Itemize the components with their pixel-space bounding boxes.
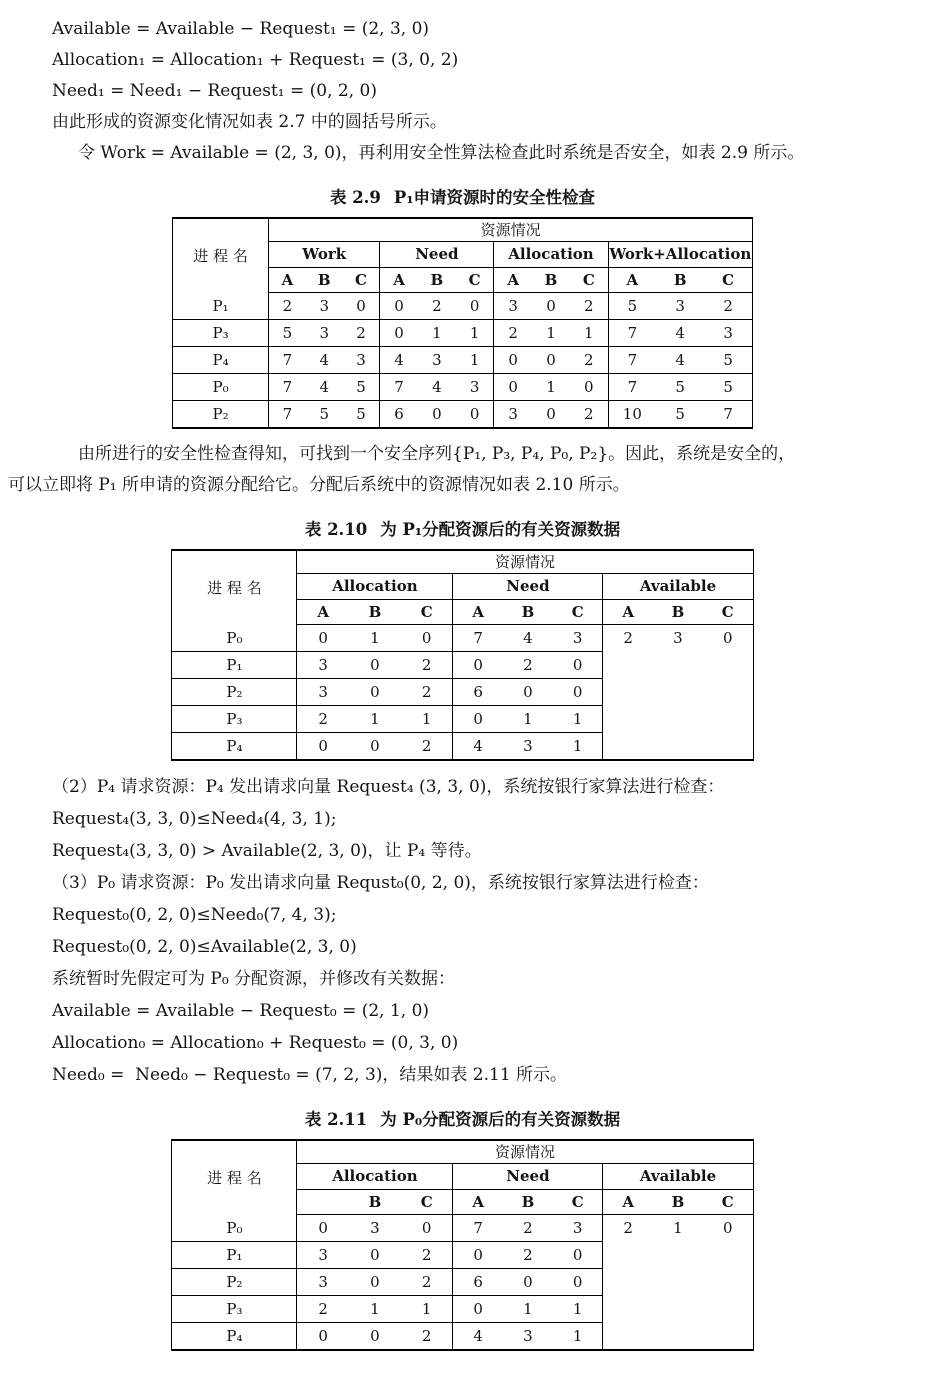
body-line: 令 Work = Available = (2, 3, 0)，再利用安全性算法检查此时系统是否安全，如表 2.9 所示。 — [78, 143, 805, 163]
data-cell — [703, 1323, 753, 1351]
data-cell: 3 — [306, 320, 343, 347]
resource-status-header: 资源情况 — [297, 550, 753, 574]
data-cell: 3 — [656, 293, 704, 320]
data-cell: 1 — [532, 320, 570, 347]
data-cell: 2 — [570, 347, 608, 374]
data-cell: 3 — [297, 679, 349, 706]
process-name-cell: P₁ — [172, 652, 297, 679]
data-cell: 4 — [656, 347, 704, 374]
column-header: B — [653, 600, 703, 625]
data-cell: 2 — [401, 733, 453, 761]
group-header-allocation: Allocation — [494, 242, 608, 268]
data-cell: 1 — [570, 320, 608, 347]
table-row — [173, 293, 753, 320]
data-cell: 5 — [656, 374, 704, 401]
data-cell: 3 — [673, 629, 683, 647]
data-cell: 0 — [456, 401, 494, 429]
data-cell: 0 — [532, 293, 570, 320]
data-cell: 4 — [453, 1323, 503, 1351]
group-header-work-allocation: Work+Allocation — [608, 242, 752, 268]
data-cell: 2 — [603, 625, 653, 652]
table-2-11-caption — [8, 1106, 917, 1130]
data-cell: 0 — [553, 1269, 603, 1296]
process-name-cell: P₀ — [173, 374, 269, 401]
data-cell: 5 — [704, 374, 752, 401]
column-header: A — [608, 268, 656, 293]
data-cell — [603, 1269, 653, 1296]
data-cell: 0 — [553, 652, 603, 679]
process-name-cell: P₂ — [173, 401, 269, 429]
column-header: A — [269, 268, 306, 293]
process-name-cell: P₃ — [173, 320, 269, 347]
column-header — [297, 1190, 349, 1215]
data-cell: 10 — [608, 401, 656, 429]
data-cell: 2 — [401, 652, 453, 679]
formula-line: Available = Available − Request₀ = (2, 1, 0) — [52, 1001, 430, 1021]
process-name-header: 进 程 名 — [173, 218, 269, 293]
request-section — [8, 771, 917, 1091]
data-cell: 0 — [532, 347, 570, 374]
column-header: C — [703, 1190, 753, 1215]
data-cell — [653, 733, 703, 761]
data-cell — [653, 1269, 703, 1296]
data-cell — [653, 706, 703, 733]
formula-line: Allocation₀ = Allocation₀ + Request₀ = (0, 3, 0) — [52, 1033, 459, 1053]
column-header: A — [603, 600, 653, 625]
data-cell: 0 — [349, 1323, 401, 1351]
data-cell: 7 — [453, 625, 503, 652]
formula-line: Request₄(3, 3, 0) > Available(2, 3, 0)，让 P₄ 等待。 — [52, 841, 482, 861]
data-cell — [703, 679, 753, 706]
data-cell: 2 — [401, 1269, 453, 1296]
data-cell: 3 — [349, 1215, 401, 1242]
column-header: A — [297, 600, 349, 625]
data-cell: 5 — [343, 374, 380, 401]
data-cell: 0 — [297, 733, 349, 761]
data-cell: 0 — [401, 625, 453, 652]
column-header: C — [703, 600, 753, 625]
data-cell: 0 — [553, 679, 603, 706]
column-header: C — [401, 600, 453, 625]
data-cell: 0 — [503, 679, 553, 706]
data-cell: 4 — [380, 347, 418, 374]
data-cell: 0 — [722, 1219, 733, 1237]
data-cell: 2 — [494, 320, 532, 347]
table-header-row — [172, 1140, 753, 1164]
data-cell — [653, 652, 703, 679]
column-header: A — [380, 268, 418, 293]
data-cell: 1 — [503, 706, 553, 733]
update-equations-block — [8, 14, 917, 169]
data-cell: 0 — [453, 706, 503, 733]
data-cell: 7 — [704, 401, 752, 429]
data-cell: 3 — [418, 347, 456, 374]
data-cell — [603, 652, 653, 679]
column-header: A — [603, 1190, 653, 1215]
data-cell: 7 — [269, 347, 306, 374]
group-header-need: Need — [453, 574, 603, 600]
table-row — [172, 1296, 753, 1323]
table-2-10 — [171, 549, 753, 761]
table-row — [172, 1215, 753, 1242]
data-cell: 0 — [456, 293, 494, 320]
data-cell: 3 — [704, 320, 752, 347]
data-cell: 3 — [297, 652, 349, 679]
data-cell: 0 — [453, 652, 503, 679]
formula-line: Request₄(3, 3, 0)≤Need₄(4, 3, 1); — [52, 809, 337, 829]
data-cell: 3 — [553, 625, 603, 652]
column-header: B — [653, 1190, 703, 1215]
column-header: B — [503, 1190, 553, 1215]
group-header-work: Work — [269, 242, 380, 268]
data-cell: 7 — [269, 374, 306, 401]
data-cell: 1 — [503, 1296, 553, 1323]
process-name-cell: P₀ — [172, 1215, 297, 1242]
table-row — [172, 733, 753, 761]
data-cell: 1 — [349, 625, 401, 652]
table-2-11 — [171, 1139, 753, 1351]
data-cell: 2 — [401, 1323, 453, 1351]
data-cell: 3 — [494, 293, 532, 320]
data-cell: 5 — [704, 347, 752, 374]
process-name-cell: P₀ — [172, 625, 297, 652]
column-header: B — [349, 1190, 401, 1215]
caption-label: 表 2.9 — [329, 188, 381, 207]
data-cell: 3 — [503, 1323, 553, 1351]
data-cell: 1 — [349, 706, 401, 733]
data-cell — [703, 1269, 753, 1296]
data-cell: 2 — [343, 320, 380, 347]
data-cell: 1 — [553, 706, 603, 733]
data-cell: 2 — [297, 706, 349, 733]
table-row — [172, 1242, 753, 1269]
data-cell: 0 — [532, 401, 570, 429]
process-name-cell: P₄ — [172, 1323, 297, 1351]
column-header: B — [656, 268, 704, 293]
column-header: C — [456, 268, 494, 293]
data-cell: 1 — [418, 320, 456, 347]
data-cell: 7 — [269, 401, 306, 429]
data-cell: 6 — [453, 1269, 503, 1296]
data-cell — [703, 1296, 753, 1323]
data-cell: 0 — [349, 679, 401, 706]
data-cell — [653, 1242, 703, 1269]
process-name-cell: P₃ — [172, 706, 297, 733]
data-cell: 2 — [269, 293, 306, 320]
column-header: B — [418, 268, 456, 293]
process-name-cell: P₃ — [172, 1296, 297, 1323]
data-cell: 1 — [401, 706, 453, 733]
table-row — [173, 320, 753, 347]
column-header: A — [494, 268, 532, 293]
data-cell: 3 — [503, 733, 553, 761]
data-cell: 0 — [453, 1296, 503, 1323]
data-cell: 2 — [570, 401, 608, 429]
column-header: C — [401, 1190, 453, 1215]
safety-conclusion-paragraph — [8, 439, 917, 501]
table-row — [173, 374, 753, 401]
data-cell: 6 — [380, 401, 418, 429]
column-header: C — [704, 268, 752, 293]
data-cell: 0 — [503, 1269, 553, 1296]
data-cell: 2 — [418, 293, 456, 320]
data-cell — [603, 679, 653, 706]
body-line: 可以立即将 P₁ 所申请的资源分配给它。分配后系统中的资源情况如表 2.10 所示。 — [8, 475, 630, 495]
data-cell: 1 — [532, 374, 570, 401]
caption-title: P₁申请资源时的安全性检查 — [393, 188, 596, 207]
data-cell: 5 — [306, 401, 343, 429]
column-header: B — [503, 600, 553, 625]
data-cell — [703, 1242, 753, 1269]
data-cell — [603, 1323, 653, 1351]
column-header: C — [343, 268, 380, 293]
table-2-10-caption — [8, 516, 917, 540]
formula-line: Need₁ = Need₁ − Request₁ = (0, 2, 0) — [52, 81, 377, 101]
caption-label: 表 2.11 — [304, 1110, 368, 1129]
data-cell: 1 — [401, 1296, 453, 1323]
data-cell: 4 — [306, 374, 343, 401]
process-name-cell: P₂ — [172, 1269, 297, 1296]
group-header-need: Need — [453, 1164, 603, 1190]
data-cell: 0 — [349, 733, 401, 761]
data-cell: 5 — [269, 320, 306, 347]
group-header-allocation: Allocation — [297, 1164, 453, 1190]
column-header: B — [532, 268, 570, 293]
data-cell: 0 — [343, 293, 380, 320]
data-cell: 2 — [503, 1242, 553, 1269]
data-cell: 0 — [297, 1323, 349, 1351]
data-cell: 0 — [453, 1242, 503, 1269]
process-name-cell: P₁ — [172, 1242, 297, 1269]
data-cell — [703, 706, 753, 733]
data-cell — [603, 733, 653, 761]
formula-line: Request₀(0, 2, 0)≤Available(2, 3, 0) — [52, 937, 357, 957]
data-cell — [653, 679, 703, 706]
data-cell: 2 — [603, 1215, 653, 1242]
data-cell: 0 — [297, 625, 349, 652]
data-cell: 0 — [349, 652, 401, 679]
resource-status-header: 资源情况 — [297, 1140, 753, 1164]
table-row — [172, 625, 753, 652]
data-cell: 7 — [608, 374, 656, 401]
formula-line: Allocation₁ = Allocation₁ + Request₁ = (3, 0, 2) — [52, 50, 459, 70]
data-cell: 0 — [349, 1269, 401, 1296]
data-cell — [603, 1242, 653, 1269]
process-name-header: 进 程 名 — [172, 550, 297, 625]
column-header: C — [553, 1190, 603, 1215]
data-cell: 0 — [380, 293, 418, 320]
data-cell: 1 — [349, 1296, 401, 1323]
column-header: A — [453, 600, 503, 625]
data-cell — [603, 1296, 653, 1323]
column-header: A — [453, 1190, 503, 1215]
data-cell: 7 — [608, 347, 656, 374]
data-cell: 4 — [418, 374, 456, 401]
data-cell — [703, 733, 753, 761]
data-cell: 3 — [343, 347, 380, 374]
table-row — [173, 401, 753, 429]
column-header: B — [349, 600, 401, 625]
column-header: C — [570, 268, 608, 293]
body-line: （3）P₀ 请求资源：P₀ 发出请求向量 Requst₀(0, 2, 0)，系统按银行家算法进行检查： — [52, 873, 709, 893]
table-row — [172, 652, 753, 679]
data-cell: 7 — [608, 320, 656, 347]
column-header: C — [553, 600, 603, 625]
group-header-need: Need — [380, 242, 494, 268]
data-cell: 1 — [553, 1323, 603, 1351]
data-cell: 0 — [570, 374, 608, 401]
data-cell: 5 — [656, 401, 704, 429]
table-2-9 — [172, 217, 753, 429]
table-header-row — [172, 550, 753, 574]
data-cell: 4 — [306, 347, 343, 374]
data-cell: 2 — [401, 1242, 453, 1269]
data-cell: 4 — [453, 733, 503, 761]
body-line: 由所进行的安全性检查得知，可找到一个安全序列{P₁, P₃, P₄, P₀, P₂}。因此，系统是安全的， — [78, 444, 796, 464]
data-cell: 0 — [553, 1242, 603, 1269]
formula-line: Request₀(0, 2, 0)≤Need₀(7, 4, 3); — [52, 905, 337, 925]
table-row — [172, 1269, 753, 1296]
data-cell: 0 — [722, 629, 733, 647]
data-cell: 3 — [494, 401, 532, 429]
resource-status-header: 资源情况 — [269, 218, 753, 242]
data-cell: 2 — [401, 679, 453, 706]
data-cell: 0 — [349, 1242, 401, 1269]
data-cell — [653, 1323, 703, 1351]
data-cell: 4 — [503, 625, 553, 652]
data-cell: 6 — [453, 679, 503, 706]
table-row — [173, 347, 753, 374]
data-cell: 2 — [503, 652, 553, 679]
body-line: 系统暂时先假定可为 P₀ 分配资源，并修改有关数据： — [52, 969, 456, 989]
data-cell: 1 — [553, 1296, 603, 1323]
table-2-9-caption — [8, 184, 917, 208]
data-cell: 1 — [553, 733, 603, 761]
group-header-allocation: Allocation — [297, 574, 453, 600]
data-cell: 3 — [306, 293, 343, 320]
body-line: （2）P₄ 请求资源：P₄ 发出请求向量 Request₄ (3, 3, 0)，系统按银行家算法进行检查： — [52, 777, 725, 797]
process-name-cell: P₄ — [173, 347, 269, 374]
data-cell: 2 — [503, 1215, 553, 1242]
data-cell: 2 — [704, 293, 752, 320]
data-cell: 3 — [456, 374, 494, 401]
data-cell: 1 — [673, 1219, 683, 1237]
formula-line: Available = Available − Request₁ = (2, 3, 0) — [52, 19, 430, 39]
group-header-available: Available — [603, 1164, 753, 1190]
data-cell: 0 — [418, 401, 456, 429]
caption-label: 表 2.10 — [304, 520, 368, 539]
data-cell: 3 — [297, 1242, 349, 1269]
data-cell — [703, 652, 753, 679]
data-cell: 0 — [401, 1215, 453, 1242]
data-cell: 1 — [456, 320, 494, 347]
data-cell: 0 — [380, 320, 418, 347]
data-cell: 0 — [494, 374, 532, 401]
data-cell — [653, 1296, 703, 1323]
data-cell: 7 — [380, 374, 418, 401]
data-cell: 2 — [297, 1296, 349, 1323]
table-row — [172, 1323, 753, 1351]
formula-line: Need₀ = Need₀ − Request₀ = (7, 2, 3)，结果如表 2.11 所示。 — [52, 1065, 568, 1085]
table-header-row — [173, 218, 753, 242]
data-cell: 1 — [456, 347, 494, 374]
table-row — [172, 679, 753, 706]
data-cell: 5 — [608, 293, 656, 320]
process-name-cell: P₂ — [172, 679, 297, 706]
process-name-header: 进 程 名 — [172, 1140, 297, 1215]
data-cell: 2 — [570, 293, 608, 320]
data-cell: 0 — [494, 347, 532, 374]
process-name-cell: P₄ — [172, 733, 297, 761]
body-line: 由此形成的资源变化情况如表 2.7 中的圆括号所示。 — [52, 112, 447, 132]
data-cell: 0 — [297, 1215, 349, 1242]
process-name-cell: P₁ — [173, 293, 269, 320]
data-cell — [603, 706, 653, 733]
caption-title: 为 P₀分配资源后的有关资源数据 — [380, 1110, 621, 1129]
data-cell: 4 — [656, 320, 704, 347]
caption-title: 为 P₁分配资源后的有关资源数据 — [380, 520, 621, 539]
data-cell: 5 — [343, 401, 380, 429]
group-header-available: Available — [603, 574, 753, 600]
data-cell: 3 — [297, 1269, 349, 1296]
table-row — [172, 706, 753, 733]
column-header: B — [306, 268, 343, 293]
data-cell: 7 — [453, 1215, 503, 1242]
data-cell: 3 — [553, 1215, 603, 1242]
